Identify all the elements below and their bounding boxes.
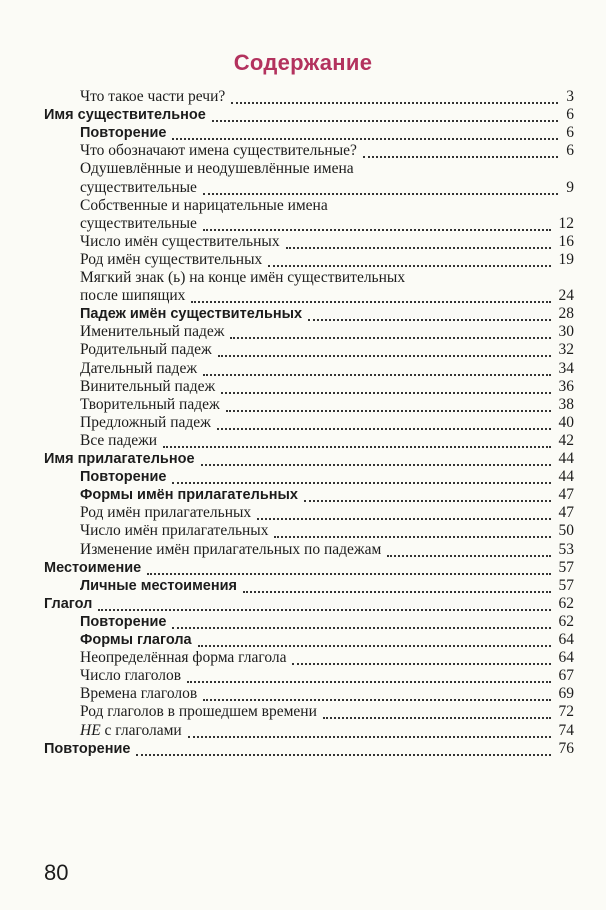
page-number: 80 bbox=[44, 860, 69, 885]
dot-leader bbox=[98, 591, 550, 611]
dot-leader bbox=[172, 464, 550, 484]
toc-entry-page: 16 bbox=[558, 232, 574, 250]
dot-leader bbox=[187, 663, 550, 683]
toc-entry-text: Мягкий знак (ь) на конце имён существительных bbox=[80, 269, 406, 286]
toc-entry-page: 32 bbox=[558, 341, 574, 359]
toc-entry-text: Что обозначают имена существительные? bbox=[80, 142, 357, 160]
toc-entry-title bbox=[80, 396, 224, 414]
toc-entry-text: Собственные и нарицательные имена bbox=[80, 196, 328, 214]
toc-entry-title bbox=[80, 251, 266, 269]
dot-leader bbox=[308, 301, 550, 321]
toc-entry-text: с глаголами bbox=[100, 721, 182, 739]
dot-leader bbox=[203, 356, 550, 376]
toc-entry-page: 24 bbox=[558, 287, 574, 305]
toc-entry-text: существительные bbox=[80, 214, 197, 232]
toc-entry-page: 57 bbox=[558, 576, 574, 594]
toc-entry-page: 30 bbox=[558, 323, 574, 341]
toc-entry-page: 19 bbox=[558, 250, 574, 268]
toc-entry-page: 42 bbox=[558, 431, 574, 449]
dot-leader bbox=[387, 537, 550, 557]
dot-leader bbox=[257, 500, 550, 520]
toc-entry-page: 36 bbox=[558, 377, 574, 395]
toc-entry-page: 72 bbox=[558, 703, 574, 721]
toc-entry-title bbox=[80, 323, 228, 341]
toc-entry-page: 64 bbox=[558, 649, 574, 667]
toc-entry-text: Времена глаголов bbox=[80, 685, 198, 703]
dot-leader bbox=[230, 319, 550, 339]
dot-leader bbox=[217, 410, 551, 430]
toc-entry-title bbox=[80, 233, 284, 251]
toc-entry-text: Местоимение bbox=[44, 559, 142, 576]
toc-entry-title bbox=[80, 504, 255, 522]
toc-entry-title bbox=[80, 179, 201, 197]
dot-leader bbox=[292, 645, 550, 665]
toc-entry-page: 53 bbox=[558, 540, 574, 558]
toc-entry-page: 6 bbox=[566, 106, 574, 124]
toc-entry-title bbox=[80, 378, 219, 396]
dot-leader bbox=[203, 681, 550, 701]
toc-entry-text: Все падежи bbox=[80, 431, 158, 449]
dot-leader bbox=[218, 337, 551, 357]
dot-leader bbox=[201, 446, 551, 466]
dot-leader bbox=[212, 102, 558, 122]
toc-entry-text: Имя существительное bbox=[44, 107, 206, 124]
toc-entry-page: 12 bbox=[558, 214, 574, 232]
toc-entry-text: Число имён прилагательных bbox=[80, 522, 269, 540]
toc-entry-text: Число глаголов bbox=[80, 667, 182, 685]
dot-leader bbox=[191, 283, 550, 303]
dot-leader bbox=[268, 247, 550, 267]
toc-entry-title bbox=[80, 468, 170, 486]
dot-leader bbox=[231, 84, 558, 104]
toc-entry-title bbox=[80, 287, 189, 305]
toc-entry-text: после шипящих bbox=[80, 287, 186, 305]
toc-row bbox=[0, 179, 606, 197]
toc-entry-text: Неопределённая форма глагола bbox=[80, 649, 287, 667]
toc-entry-page: 69 bbox=[558, 685, 574, 703]
dot-leader bbox=[243, 573, 550, 593]
dot-leader bbox=[147, 555, 550, 575]
toc-entry-title bbox=[80, 124, 170, 142]
toc-row bbox=[0, 142, 606, 160]
toc-entry-text: Повторение bbox=[80, 613, 167, 630]
toc-entry-text: существительные bbox=[80, 178, 197, 196]
toc-entry-text: Дательный падеж bbox=[80, 359, 198, 377]
toc-entry-title bbox=[80, 142, 361, 160]
toc-entry-title bbox=[80, 667, 185, 685]
dot-leader bbox=[172, 609, 550, 629]
dot-leader bbox=[203, 211, 551, 231]
dot-leader bbox=[304, 482, 551, 502]
toc-entry-text: Именительный падеж bbox=[80, 323, 225, 341]
toc-entry-title bbox=[80, 522, 272, 540]
toc-entry-page: 3 bbox=[566, 88, 574, 105]
toc-entry-text: Предложный падеж bbox=[80, 413, 211, 431]
toc-entry-text: Имя прилагательное bbox=[44, 451, 195, 467]
toc-entry-page: 9 bbox=[566, 178, 574, 196]
toc-entry-title bbox=[44, 595, 96, 613]
dot-leader bbox=[286, 229, 551, 249]
toc-entry-page: 50 bbox=[558, 522, 574, 540]
toc-entry-text: Творительный падеж bbox=[80, 395, 220, 413]
dot-leader bbox=[221, 374, 550, 394]
toc-entry-text: Число имён существительных bbox=[80, 232, 280, 250]
toc-entry-title bbox=[80, 360, 201, 378]
page-title: Содержание bbox=[233, 50, 373, 75]
toc-entry-text: Формы имён прилагательных bbox=[80, 487, 298, 504]
dot-leader bbox=[323, 699, 551, 719]
dot-leader bbox=[172, 120, 558, 140]
toc-entry-text: Винительный падеж bbox=[80, 377, 216, 395]
toc-entry-text: Повторение bbox=[44, 740, 131, 757]
toc-entry-page: 44 bbox=[558, 450, 574, 467]
toc-entry-text: Род имён прилагательных bbox=[80, 504, 252, 522]
toc-entry-text: Глагол bbox=[44, 595, 93, 612]
toc-entry-title bbox=[80, 631, 196, 649]
toc-entry-title bbox=[44, 559, 145, 577]
dot-leader bbox=[198, 627, 551, 647]
toc-entry-text: Личные местоимения bbox=[80, 577, 238, 594]
toc-entry-page: 47 bbox=[558, 486, 574, 504]
toc-entry-title bbox=[80, 215, 201, 233]
toc-entry-page: 62 bbox=[558, 594, 574, 612]
toc-entry-page: 44 bbox=[558, 468, 574, 486]
toc-entry-title bbox=[80, 88, 229, 106]
dot-leader bbox=[203, 175, 558, 195]
toc-entry-page: 64 bbox=[558, 631, 574, 648]
toc-entry-page: 57 bbox=[558, 558, 574, 576]
toc-entry-text: Формы глагола bbox=[80, 632, 192, 648]
toc-entry-page: 38 bbox=[558, 395, 574, 413]
dot-leader bbox=[363, 138, 558, 158]
toc-entry-text: Падеж имён существительных bbox=[80, 306, 303, 323]
toc-entry-page: 74 bbox=[558, 721, 574, 739]
toc-entry-italic: НЕ bbox=[80, 721, 101, 739]
dot-leader bbox=[226, 392, 551, 412]
toc-entry-text: Изменение имён прилагательных по падежам bbox=[80, 540, 382, 558]
dot-leader bbox=[188, 718, 551, 738]
toc-entry-page: 67 bbox=[558, 667, 574, 685]
dot-leader bbox=[163, 428, 550, 448]
toc-entry-text: Что такое части речи? bbox=[80, 88, 226, 105]
toc-entry-text: Родительный падеж bbox=[80, 341, 212, 359]
toc-entry-title bbox=[80, 432, 161, 450]
toc-entry-page: 28 bbox=[558, 305, 574, 323]
toc-row bbox=[0, 251, 606, 269]
toc-entry-page: 34 bbox=[558, 359, 574, 377]
toc-entry-text: Повторение bbox=[80, 125, 167, 142]
toc-entry-title bbox=[80, 341, 216, 359]
toc-entry-title bbox=[44, 740, 134, 758]
toc-entry-page: 47 bbox=[558, 504, 574, 522]
dot-leader bbox=[274, 518, 550, 538]
toc-entry-page: 6 bbox=[566, 124, 574, 142]
toc-entry-page: 62 bbox=[558, 612, 574, 630]
toc-entry-text: Повторение bbox=[80, 469, 167, 486]
toc-entry-text: Род глаголов в прошедшем времени bbox=[80, 703, 317, 721]
toc-entry-text: Род имён существительных bbox=[80, 250, 263, 268]
toc-entry-page: 40 bbox=[558, 413, 574, 431]
toc-entry-page: 6 bbox=[566, 142, 574, 160]
toc-entry-title bbox=[80, 613, 170, 631]
toc-entry-title bbox=[80, 685, 201, 703]
toc-row bbox=[0, 740, 606, 758]
toc-entry-page: 76 bbox=[558, 739, 574, 757]
toc-entry-text: Одушевлённые и неодушевлённые имена bbox=[80, 160, 354, 178]
dot-leader bbox=[136, 736, 550, 756]
